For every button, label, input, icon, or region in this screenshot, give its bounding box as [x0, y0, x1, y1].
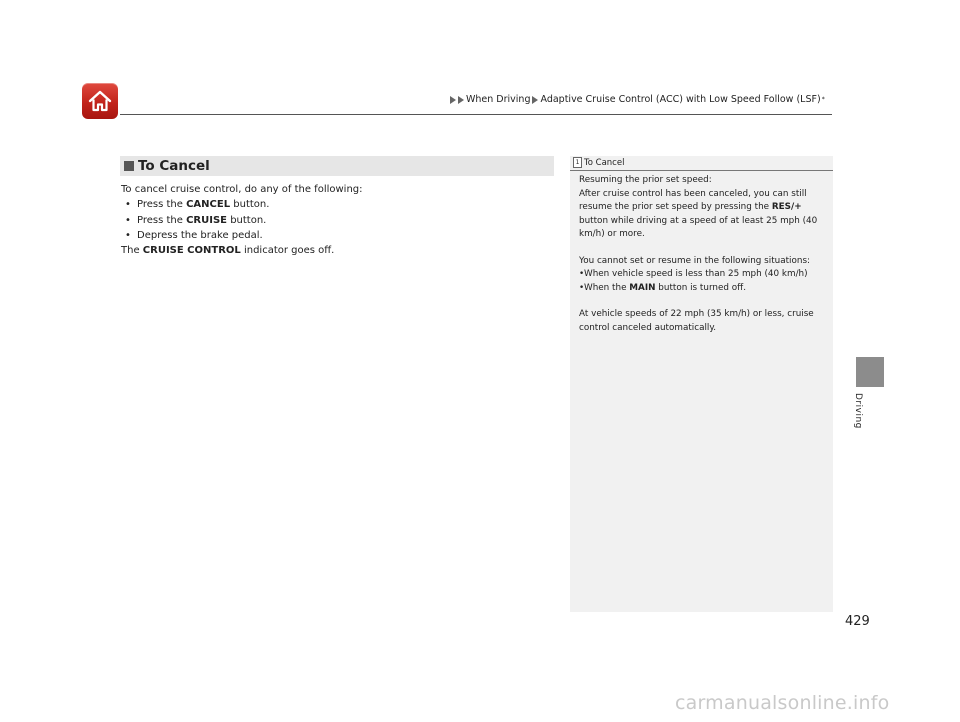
section-heading: [120, 156, 554, 176]
list-item: •When vehicle speed is less than 25 mph (40 km/h): [579, 268, 829, 282]
side-note-line: You cannot set or resume in the following situations:: [579, 255, 811, 266]
breadcrumb: [450, 94, 825, 105]
section-body: [121, 182, 551, 258]
chapter-tab-label: Driving: [853, 393, 863, 429]
bullet-icon: •: [579, 269, 585, 279]
side-note-body: [579, 174, 829, 335]
chapter-tab[interactable]: [856, 357, 884, 387]
breadcrumb-item-acc: Adaptive Cruise Control (ACC) with Low Speed Follow (LSF): [540, 94, 821, 105]
section-intro: To cancel cruise control, do any of the following:: [121, 184, 363, 195]
footnote-marker: *: [821, 96, 825, 103]
reference-number-icon: 1: [573, 157, 582, 168]
bullet-icon: •: [125, 229, 131, 241]
side-note-line: After cruise control has been canceled, you can still: [579, 188, 807, 199]
section-title: To Cancel: [138, 158, 210, 174]
breadcrumb-item-when-driving[interactable]: When Driving: [466, 94, 531, 105]
page-number: 429: [845, 614, 870, 629]
breadcrumb-arrow-icon: [450, 96, 456, 104]
side-note-header: [570, 156, 833, 171]
bullet-icon: •: [125, 199, 131, 211]
home-button[interactable]: [82, 83, 118, 119]
breadcrumb-arrow-icon: [532, 96, 538, 104]
side-note-line: button while driving at a speed of at least 25 mph (40: [579, 215, 818, 226]
list-item: •When the MAIN button is turned off.: [579, 282, 829, 296]
breadcrumb-arrow-icon: [458, 96, 464, 104]
side-note-line: km/h) or more.: [579, 229, 645, 239]
section-square-icon: [124, 161, 134, 171]
list-item: • Press the CRUISE button.: [121, 213, 551, 228]
header-rule: [120, 114, 832, 115]
watermark: carmanualsonline.info: [675, 692, 890, 714]
side-note-title: To Cancel: [584, 157, 625, 168]
side-note-line: At vehicle speeds of 22 mph (35 km/h) or less, cruise: [579, 309, 814, 319]
bullet-icon: •: [125, 214, 131, 226]
side-note-heading: Resuming the prior set speed:: [579, 175, 712, 185]
side-note-line: resume the prior set speed by pressing the RES/+: [579, 202, 802, 212]
list-item: • Press the CANCEL button.: [121, 197, 551, 212]
section-outro: The CRUISE CONTROL indicator goes off.: [121, 245, 335, 257]
side-note-line: control canceled automatically.: [579, 322, 717, 333]
list-item: • Depress the brake pedal.: [121, 228, 551, 243]
home-icon: [87, 89, 113, 113]
bullet-icon: •: [579, 282, 585, 293]
